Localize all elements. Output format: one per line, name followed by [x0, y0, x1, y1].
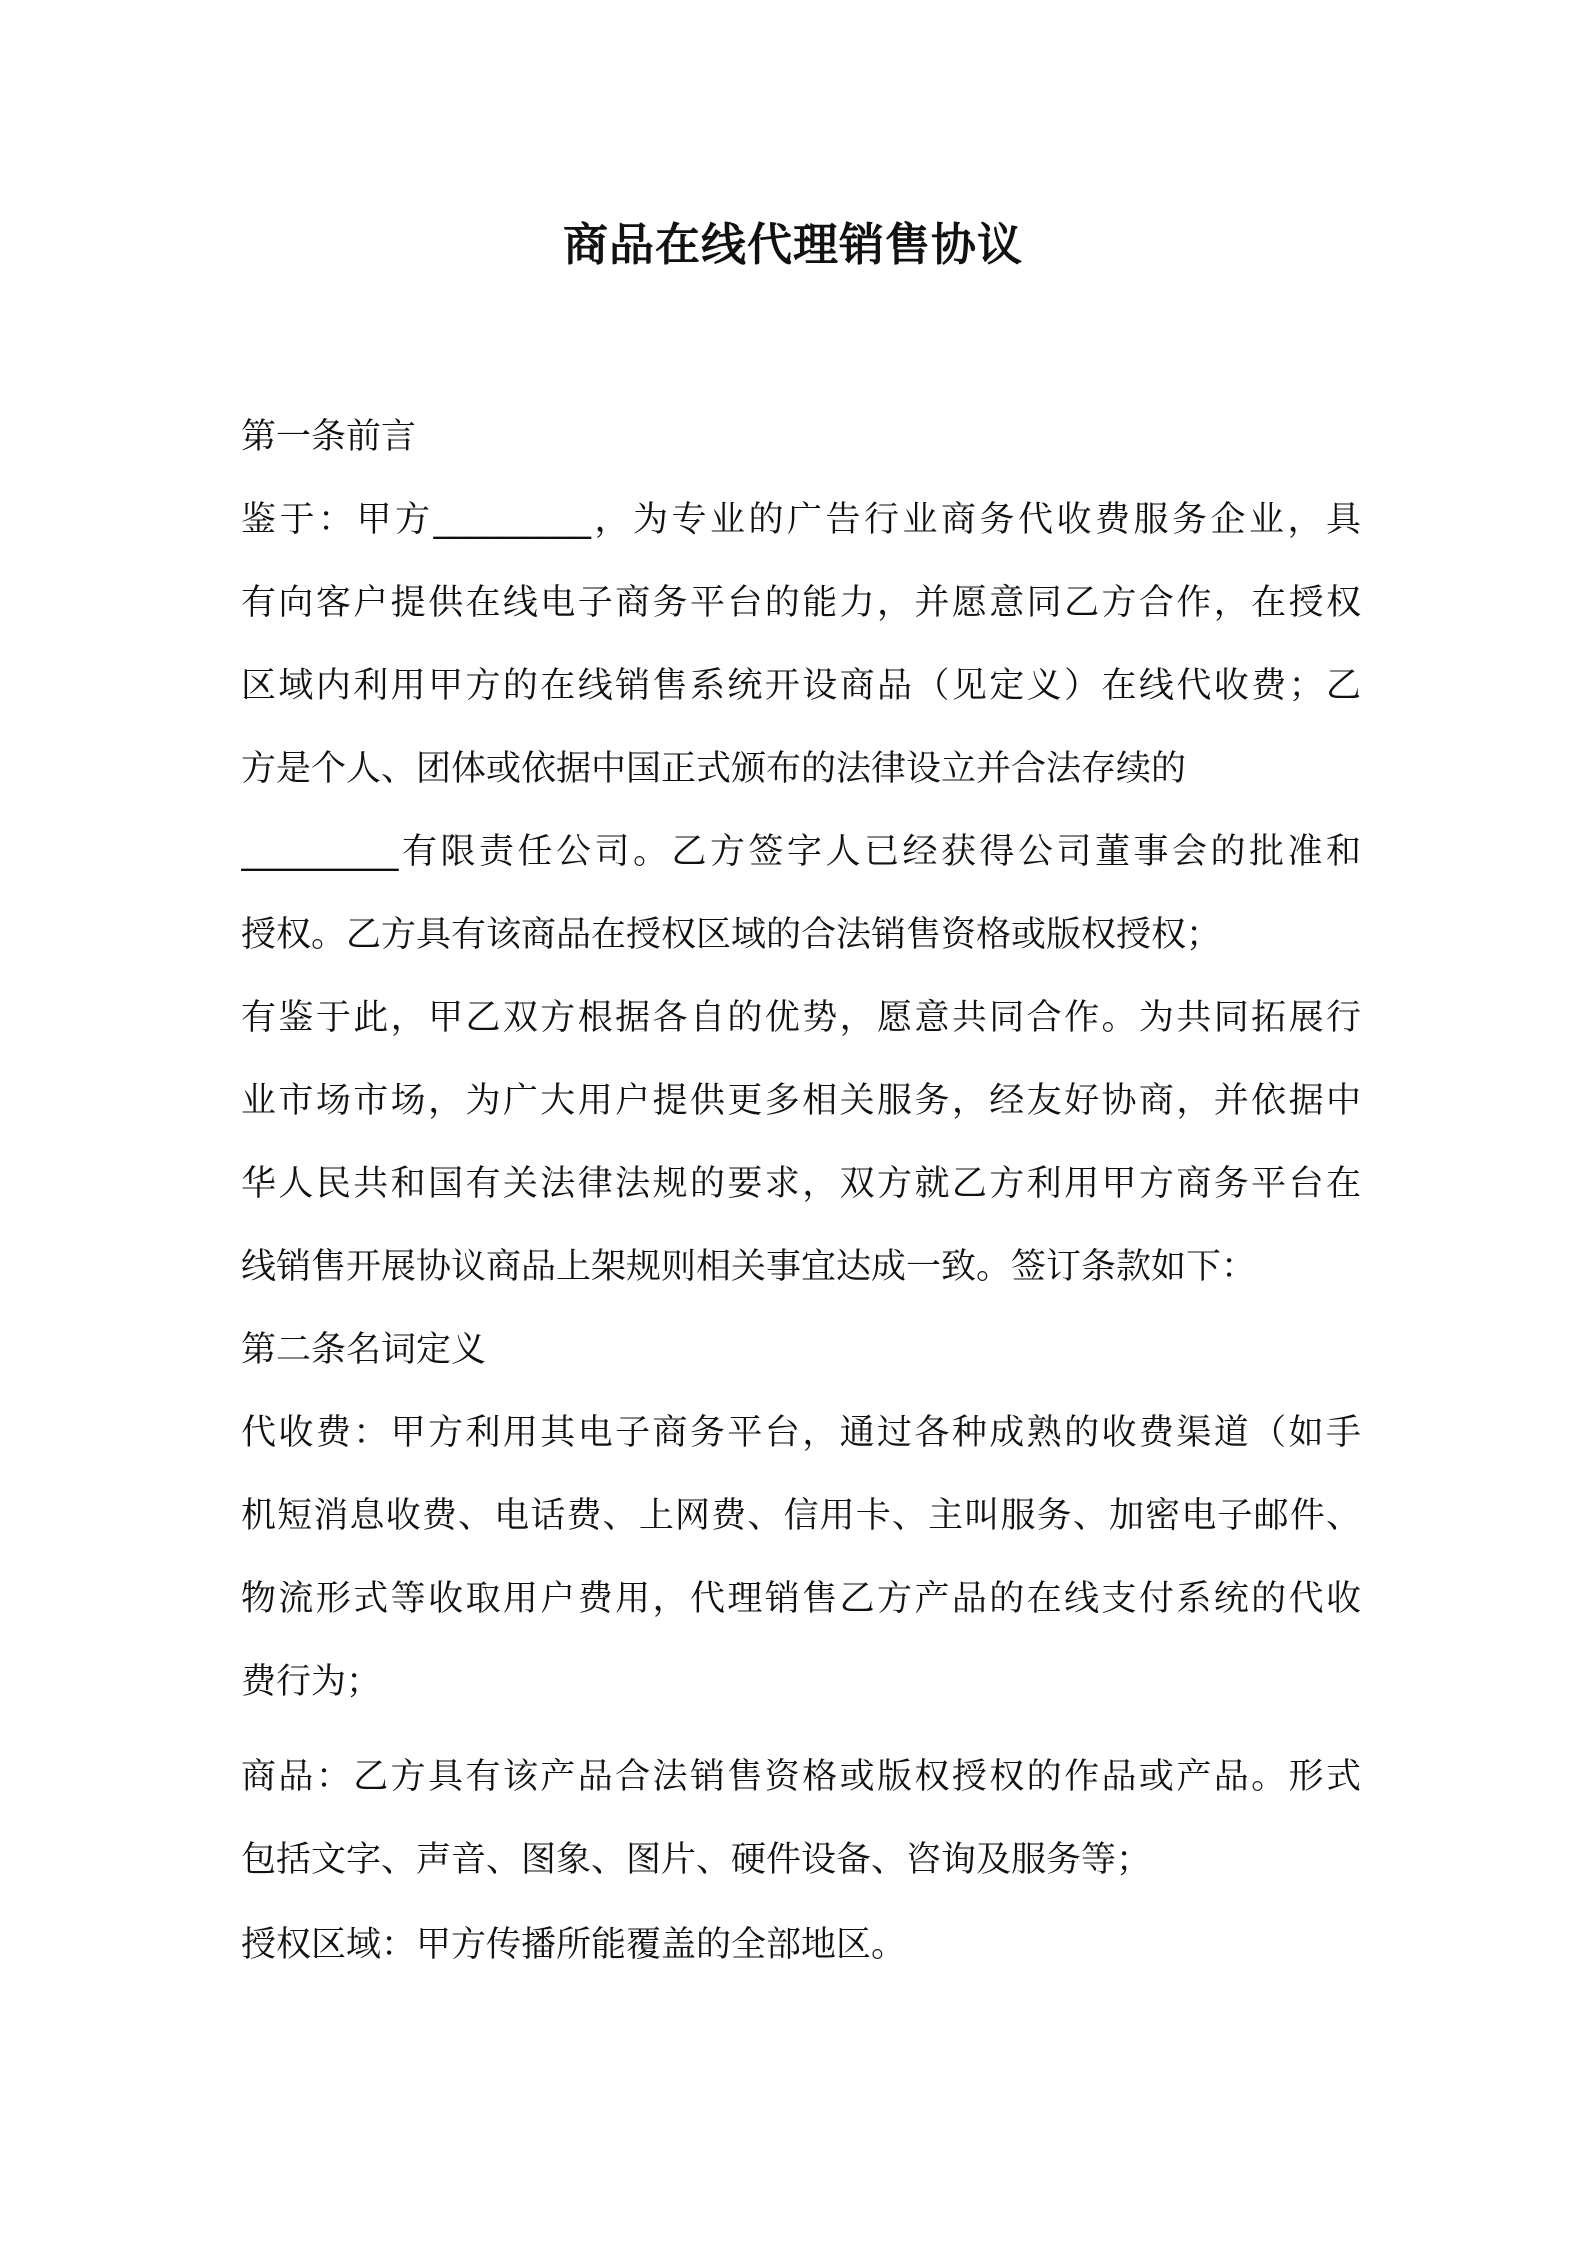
paragraph-line: 授权。乙方具有该商品在授权区域的合法销售资格或版权授权；	[241, 915, 1222, 955]
section-heading-1: 第一条前言	[241, 417, 417, 457]
paragraph-line: 代收费：甲方利用其电子商务平台，通过各种成熟的收费渠道（如手	[241, 1413, 1361, 1453]
paragraph-line: _________有限责任公司。乙方签字人已经获得公司董事会的批准和	[241, 832, 1361, 872]
paragraph-line: 方是个人、团体或依据中国正式颁布的法律设立并合法存续的	[241, 749, 1187, 789]
document-title: 商品在线代理销售协议	[562, 218, 1023, 271]
paragraph-line: 有鉴于此，甲乙双方根据各自的优势，愿意共同合作。为共同拓展行	[241, 998, 1361, 1038]
paragraph-line: 包括文字、声音、图象、图片、硬件设备、咨询及服务等；	[241, 1840, 1152, 1880]
paragraph-line: 区域内利用甲方的在线销售系统开设商品（见定义）在线代收费；乙	[241, 666, 1361, 706]
paragraph-line: 线销售开展协议商品上架规则相关事宜达成一致。签订条款如下：	[241, 1247, 1257, 1287]
paragraph-line: 华人民共和国有关法律法规的要求，双方就乙方利用甲方商务平台在	[241, 1164, 1361, 1204]
paragraph-line: 机短消息收费、电话费、上网费、信用卡、主叫服务、加密电子邮件、	[241, 1496, 1361, 1536]
paragraph-line: 费行为；	[241, 1662, 382, 1702]
paragraph-line: 物流形式等收取用户费用，代理销售乙方产品的在线支付系统的代收	[241, 1579, 1361, 1619]
section-heading-2: 第二条名词定义	[241, 1330, 487, 1370]
paragraph-line: 有向客户提供在线电子商务平台的能力，并愿意同乙方合作，在授权	[241, 583, 1361, 623]
paragraph-line: 业市场市场，为广大用户提供更多相关服务，经友好协商，并依据中	[241, 1081, 1361, 1121]
paragraph-line: 商品：乙方具有该产品合法销售资格或版权授权的作品或产品。形式	[241, 1757, 1361, 1797]
paragraph-line: 鉴于：甲方_________，为专业的广告行业商务代收费服务企业，具	[241, 500, 1361, 540]
paragraph-line: 授权区域：甲方传播所能覆盖的全部地区。	[241, 1925, 907, 1965]
